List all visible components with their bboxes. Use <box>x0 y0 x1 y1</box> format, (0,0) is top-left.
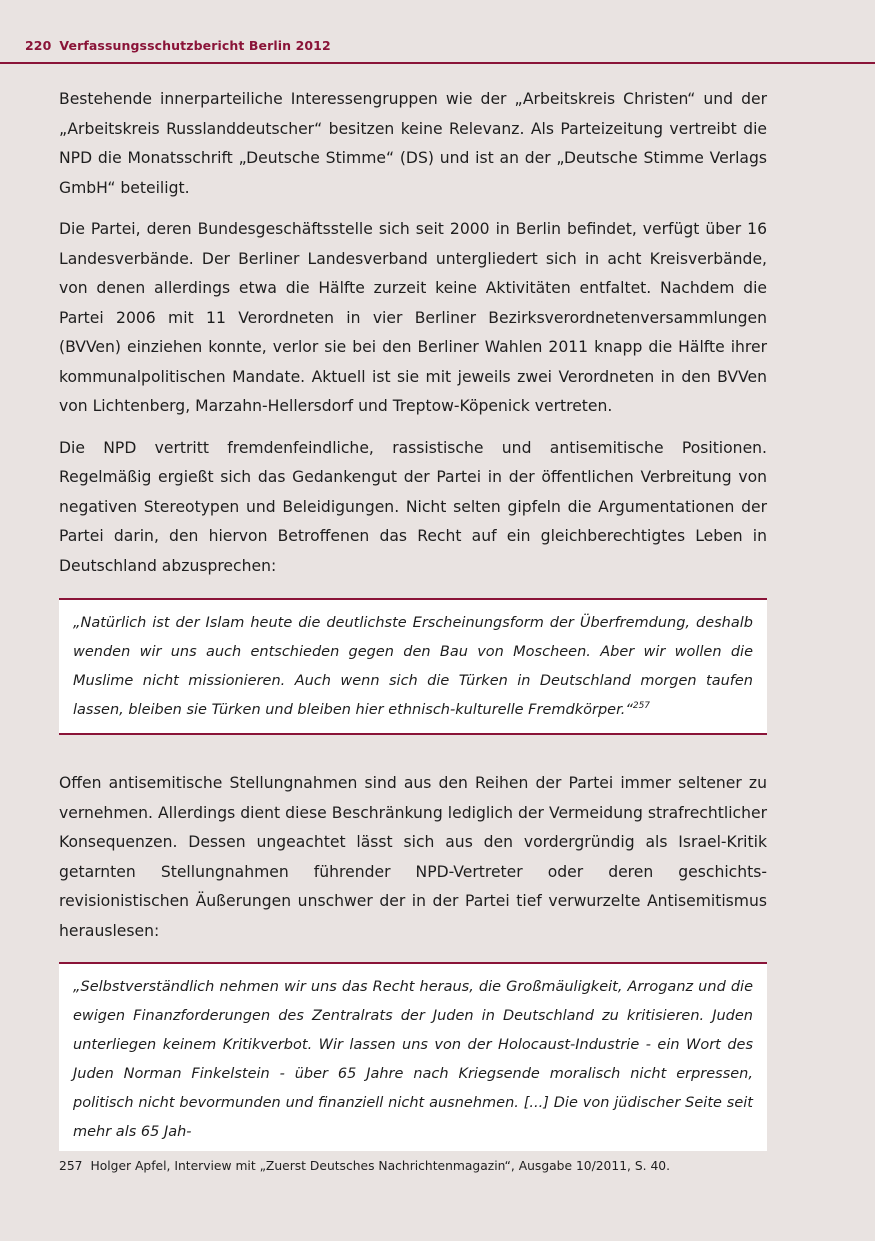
running-header <box>25 38 331 53</box>
footnote <box>59 1158 779 1174</box>
quote-body: „Natürlich ist der Islam heute die deutlichste Erscheinungsform der Überfremdung, deshalb wenden wir uns auch entschieden gegen den Bau von Moscheen. Aber wir wollen die Muslime nicht missionieren. Auch wenn sich die Türken in Deutschland morgen taufen lassen, bleiben sie Türken und bleiben hier ethnisch-kulturelle Fremdkörper.“ <box>73 615 753 718</box>
footnote-ref: 257 <box>632 701 651 711</box>
paragraph: Die Partei, deren Bundesgeschäftsstelle sich seit 2000 in Berlin befindet, verfügt über 16 Landesverbände. Der Berliner Landesverband untergliedert sich in acht Kreisverbände, von denen allerdings etwa die Hälfte zurzeit keine Aktivitäten entfaltet. Nachdem die Partei 2006 mit 11 Verordneten in vier Berliner Bezirksverordnetenversammlungen (BVVen) einziehen konnte, verlor sie bei den Berliner Wahlen 2011 knapp die Hälfte ihrer kommunalpolitischen Mandate. Aktuell ist sie mit jeweils zwei Verordneten in den BVVen von Lichtenberg, Marzahn-Hellersdorf und Treptow-Köpenick vertreten. <box>59 220 767 415</box>
header-rule <box>0 62 875 64</box>
paragraph: Bestehende innerparteiliche Interessengruppen wie der „Arbeitskreis Christen“ und der „Arbeitskreis Russlanddeutscher“ besitzen keine Relevanz. Als Parteizeitung vertreibt die NPD die Monatsschrift „Deutsche Stimme“ (DS) und ist an der „Deutsche Stimme Verlags GmbH“ beteiligt. <box>59 90 767 197</box>
text-block-1 <box>59 85 767 581</box>
paragraph: Offen antisemitische Stellungnahmen sind aus den Reihen der Partei immer seltener zu vernehmen. Allerdings dient diese Beschränkung lediglich der Vermeidung strafrechtlicher Konsequenzen. Dessen ungeachtet lässt sich aus den vordergründig als Israel-Kritik getarnten Stellungnahmen führender NPD-Vertreter oder deren geschichts-revisionistischen Äußerungen unschwer der in der Partei tief verwurzelte Antisemitismus herauslesen: <box>59 774 767 940</box>
blockquote <box>59 962 767 1151</box>
running-title: Verfassungsschutzbericht Berlin 2012 <box>59 38 331 53</box>
blockquote <box>59 598 767 735</box>
quote-text <box>59 600 767 733</box>
paragraph: Die NPD vertritt fremdenfeindliche, rassistische und antisemitische Positionen. Regelmäßig ergießt sich das Gedankengut der Partei in der öffentlichen Verbreitung von negativen Stereotypen und Beleidigungen. Nicht selten gipfeln die Argumentationen der Partei darin, den hiervon Betroffenen das Recht auf ein gleichberechtigtes Leben in Deutschland abzusprechen: <box>59 438 767 575</box>
footnote-text: Holger Apfel, Interview mit „Zuerst Deutsches Nachrichtenmagazin“, Ausgabe 10/2011, S. 40. <box>90 1159 671 1173</box>
footnote-number: 257 <box>59 1159 83 1173</box>
page-number: 220 <box>25 38 52 53</box>
quote-text: „Selbstverständlich nehmen wir uns das Recht heraus, die Großmäuligkeit, Arroganz und die ewigen Finanzforderungen des Zentralrats der Juden in Deutschland zu kritisieren. Juden unterliegen keinem Kritikverbot. Wir lassen uns von der Holocaust-Industrie - ein Wort des Juden Norman Finkelstein - über 65 Jahre nach Kriegsende moralisch nicht erpressen, politisch nicht bevormunden und finanziell nicht ausnehmen. [...] Die von jüdischer Seite seit mehr als 65 Jah- <box>73 979 753 1140</box>
text-block-2 <box>59 769 767 946</box>
